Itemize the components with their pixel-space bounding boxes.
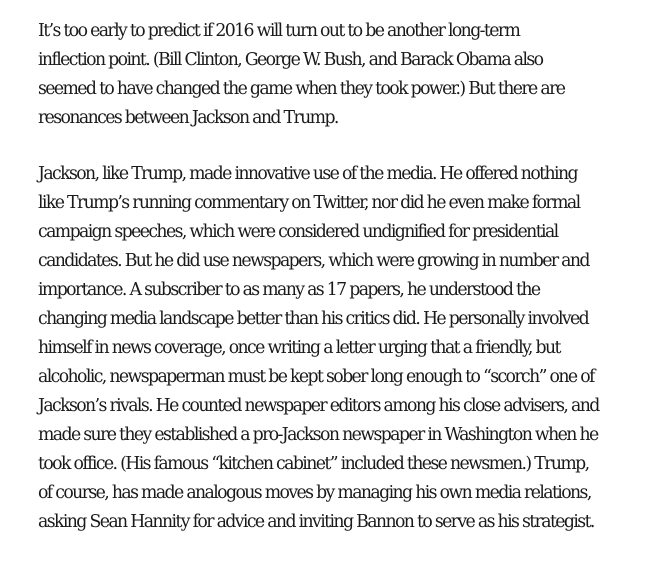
article-body <box>38 17 638 537</box>
text-line: alcoholic, newspaperman must be kept sober long enough to “scorch” one of <box>38 367 594 387</box>
paragraph-1 <box>38 17 638 133</box>
text-line: of course, has made analogous moves by managing his own media relations, <box>38 483 591 503</box>
text-line: seemed to have changed the game when they took power.) But there are <box>38 79 565 99</box>
text-line: candidates. But he did use newspapers, which were growing in number and <box>38 251 589 271</box>
text-line: himself in news coverage, once writing a letter urging that a friendly, but <box>38 338 560 358</box>
text-line: like Trump’s running commentary on Twitter, nor did he even make formal <box>38 193 580 213</box>
text-line: Jackson’s rivals. He counted newspaper editors among his close advisers, and <box>38 396 599 416</box>
text-line: Jackson, like Trump, made innovative use of the media. He offered nothing <box>38 164 577 184</box>
text-line: inflection point. (Bill Clinton, George W. Bush, and Barack Obama also <box>38 50 543 70</box>
text-line: resonances between Jackson and Trump. <box>38 108 338 128</box>
text-line: campaign speeches, which were considered undignified for presidential <box>38 222 558 242</box>
text-line: importance. A subscriber to as many as 17 papers, he understood the <box>38 280 540 300</box>
paragraph-2 <box>38 160 638 537</box>
text-line: changing media landscape better than his critics did. He personally involved <box>38 309 589 329</box>
text-line: asking Sean Hannity for advice and inviting Bannon to serve as his strategist. <box>38 512 594 532</box>
text-line: took office. (His famous “kitchen cabinet” included these newsmen.) Trump, <box>38 454 589 474</box>
text-line: It’s too early to predict if 2016 will turn out to be another long-term <box>38 21 520 41</box>
text-line: made sure they established a pro-Jackson newspaper in Washington when he <box>38 425 598 445</box>
